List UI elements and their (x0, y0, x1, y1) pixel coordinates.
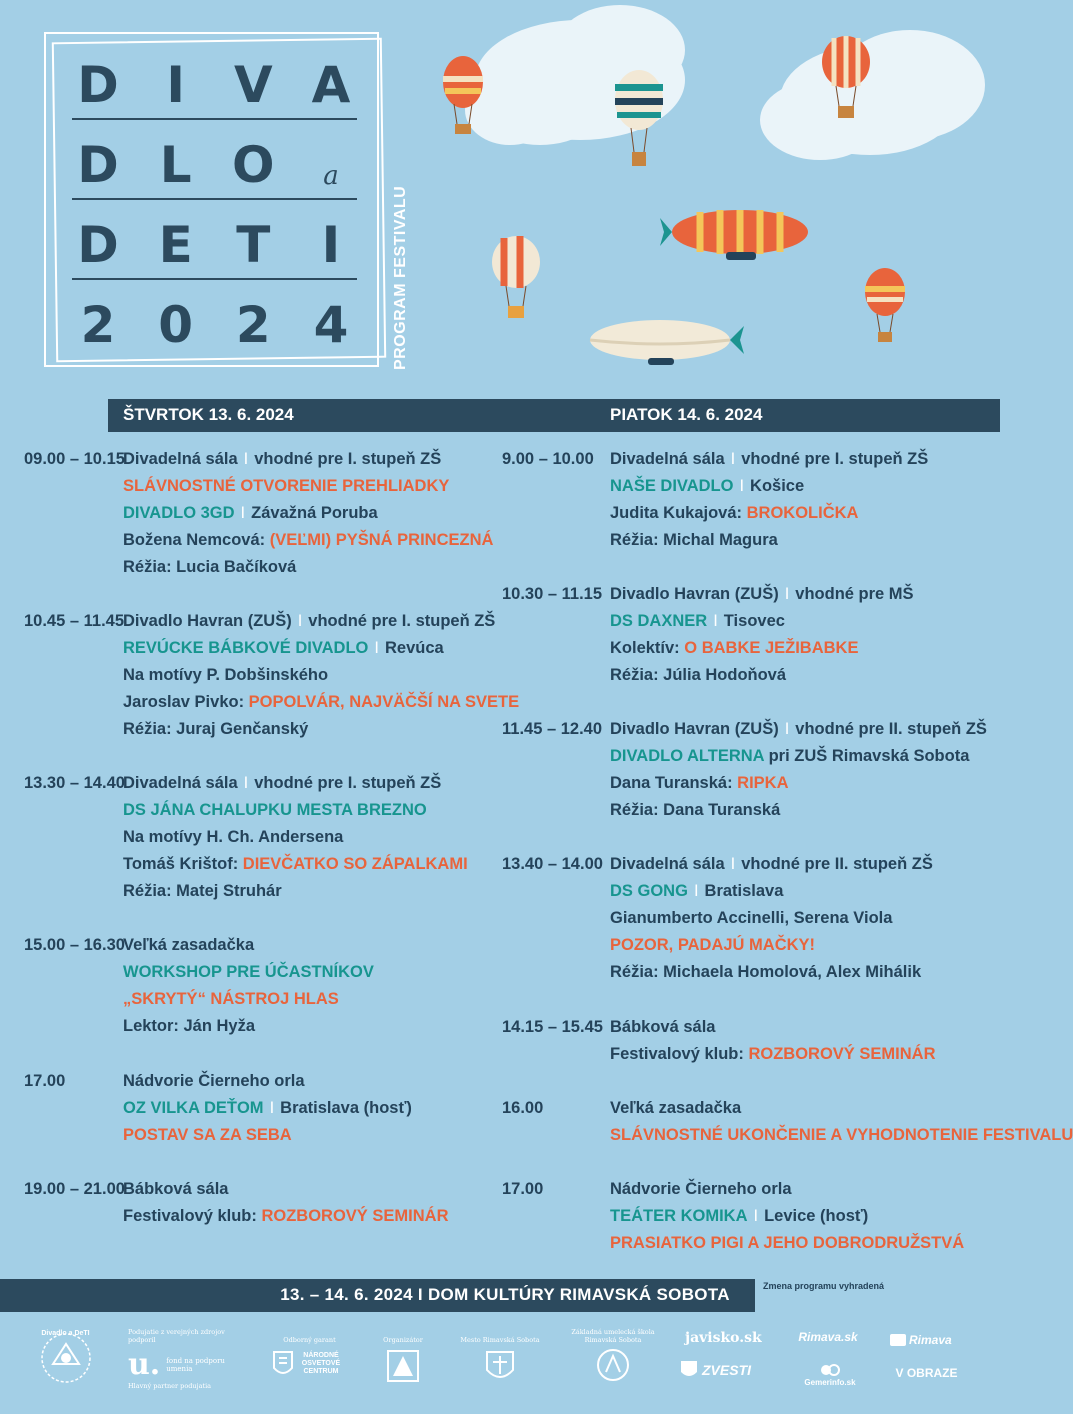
event-time: 17.00 (502, 1180, 544, 1198)
event-detail: Tomáš Krištof: (123, 855, 243, 873)
event-line (610, 797, 987, 824)
event-detail: vhodné pre II. stupeň ZŠ (741, 855, 933, 873)
cloud-right (760, 30, 985, 160)
title-row-4 (72, 296, 357, 354)
gemerinfo-emblem-icon (820, 1362, 840, 1378)
separator-bar: I (243, 774, 249, 792)
program-label: PROGRAM FESTIVALU (392, 185, 409, 370)
ensemble-name: DS DAXNER (610, 612, 708, 630)
zvesti-emblem-icon (680, 1360, 698, 1380)
separator-bar: I (730, 855, 736, 873)
event-line (610, 1230, 964, 1257)
city-logo (456, 1336, 544, 1384)
festival-logo (28, 1328, 103, 1337)
ensemble-name: TEÁTER KOMIKA (610, 1207, 748, 1225)
ensemble-name: DS JÁNA CHALUPKU MESTA BREZNO (123, 801, 427, 819)
event-detail: Závažná Poruba (251, 504, 378, 522)
v-obraze-name: V OBRAZE (895, 1366, 958, 1380)
separator-bar: I (297, 612, 303, 630)
ensemble-name: NAŠE DIVADLO (610, 477, 734, 495)
title-row-3 (72, 216, 357, 274)
event-line (610, 878, 933, 905)
separator-bar: I (730, 450, 736, 468)
event-detail: vhodné pre I. stupeň ZŠ (254, 774, 442, 792)
separator-bar: I (753, 1207, 759, 1225)
separator-bar: I (693, 882, 699, 900)
noc-name: NÁRODNÉ OSVETOVÉ CENTRUM (301, 1352, 341, 1375)
title-letter: D (77, 136, 119, 194)
event-line (123, 446, 493, 473)
event-detail: Nádvorie Čierneho orla (123, 1072, 305, 1090)
event-time: 17.00 (24, 1072, 66, 1090)
event-line (123, 1013, 374, 1040)
noc-logo (272, 1336, 347, 1378)
title-letter: D (77, 56, 119, 114)
sky-illustration (430, 0, 1000, 380)
separator-bar: I (240, 504, 246, 522)
event-line (610, 446, 928, 473)
event-line (610, 581, 914, 608)
event-line (123, 878, 468, 905)
event-line (123, 1176, 448, 1203)
show-title: O BABKE JEŽIBABKE (684, 639, 859, 657)
show-title: ROZBOROVÝ SEMINÁR (748, 1045, 936, 1063)
day2-label: PIATOK 14. 6. 2024 (610, 405, 763, 424)
event-line (123, 1203, 448, 1230)
title-divider (72, 118, 357, 120)
gemerinfo-name: Gemerinfo.sk (804, 1378, 856, 1387)
event-detail: Bratislava (704, 882, 784, 900)
title-letter: 4 (313, 296, 349, 354)
event-time: 15.00 – 16.30 (24, 936, 125, 954)
event-line (123, 689, 519, 716)
event-time: 10.30 – 11.15 (502, 585, 603, 603)
event-detail: Dana Turanská: (610, 774, 738, 792)
ensemble-name: OZ VILKA DEŤOM (123, 1099, 264, 1117)
ensemble-name: WORKSHOP PRE ÚČASTNÍKOV (123, 963, 374, 981)
event-line (610, 1041, 935, 1068)
event-line (610, 1176, 964, 1203)
event-detail: Judita Kukajová: (610, 504, 747, 522)
event-time: 9.00 – 10.00 (502, 450, 594, 468)
organizer-emblem-icon (387, 1350, 419, 1382)
event-detail: Lektor: Ján Hyža (123, 1017, 256, 1035)
city-caption: Mesto Rimavská Sobota (460, 1336, 540, 1344)
title-letter: 0 (158, 296, 194, 354)
event-detail: Na motívy H. Ch. Andersena (123, 828, 344, 846)
event-line (123, 932, 374, 959)
title-letter: L (159, 136, 192, 194)
city-coat-of-arms-icon (485, 1350, 515, 1384)
event-line (123, 824, 468, 851)
javisko-name: javisko.sk (685, 1330, 762, 1346)
event-detail: vhodné pre II. stupeň ZŠ (795, 720, 987, 738)
event-time: 13.40 – 14.00 (502, 855, 603, 873)
event-time: 19.00 – 21.00 (24, 1180, 125, 1198)
event-line (610, 932, 933, 959)
event-detail: Bábková sála (123, 1180, 229, 1198)
program-change-note: Zmena programu vyhradená (763, 1281, 885, 1291)
event-detail: Gianumberto Accinelli, Serena Viola (610, 909, 893, 927)
event-line (123, 500, 493, 527)
event-line (610, 743, 987, 770)
show-title: BROKOLIČKA (746, 504, 859, 522)
event-detail: vhodné pre I. stupeň ZŠ (308, 612, 496, 630)
event-detail: Divadelná sála (123, 774, 238, 792)
event-detail: Veľká zasadačka (610, 1099, 742, 1117)
show-title: (VEĽMI) PYŠNÁ PRINCEZNÁ (269, 531, 494, 549)
zvesti-name: ZVESTI (702, 1362, 752, 1378)
separator-bar: I (713, 612, 718, 630)
rimava-sk-logo (788, 1330, 868, 1344)
event-line (123, 986, 374, 1013)
event-detail: Na motívy P. Dobšinského (123, 666, 329, 684)
event-line (610, 959, 933, 986)
separator-bar: I (374, 639, 379, 657)
event-line (123, 608, 519, 635)
event-detail: Revúca (384, 639, 444, 657)
show-title: POPOLVÁR, NAJVÄČŠÍ NA SVETE (248, 693, 520, 711)
show-title: ROZBOROVÝ SEMINÁR (261, 1207, 449, 1225)
event-detail: Divadelná sála (123, 450, 238, 468)
event-detail: Božena Nemcová: (123, 531, 270, 549)
zus-logo (568, 1328, 658, 1382)
event-line (610, 500, 928, 527)
show-title: SLÁVNOSTNÉ UKONČENIE A VYHODNOTENIE FESTIVALU (610, 1126, 1073, 1144)
ensemble-name: DIVADLO ALTERNA (610, 747, 764, 765)
fpu-logo (128, 1328, 253, 1390)
javisko-logo (685, 1330, 760, 1346)
event-detail: Tisovec (723, 612, 785, 630)
event-line (610, 1122, 1073, 1149)
noc-caption: Odborný garant (283, 1336, 336, 1344)
fpu-u-icon: u. (128, 1347, 161, 1382)
event-detail: Festivalový klub: (610, 1045, 749, 1063)
zvesti-logo (680, 1360, 765, 1380)
day1-label: ŠTVRTOK 13. 6. 2024 (123, 405, 294, 424)
show-title: DIEVČATKO SO ZÁPALKAMI (242, 855, 468, 873)
separator-bar: I (269, 1099, 275, 1117)
show-title: RIPKA (737, 774, 789, 792)
zus-caption: Základná umelecká škola Rimavská Sobota (571, 1328, 655, 1344)
balloon-icon (615, 70, 663, 166)
event-detail: vhodné pre I. stupeň ZŠ (741, 450, 929, 468)
event-time: 09.00 – 10.15 (24, 450, 125, 468)
title-conjunction: a (323, 161, 339, 191)
separator-bar: I (739, 477, 745, 495)
event-detail: Levice (hosť) (764, 1207, 869, 1225)
event-detail: Réžia: Juraj Genčanský (123, 720, 309, 738)
ensemble-name: DIVADLO 3GD (123, 504, 235, 522)
event-time: 14.15 – 15.45 (502, 1018, 603, 1036)
event-line (610, 1203, 964, 1230)
event-line (610, 905, 933, 932)
event-line (610, 635, 914, 662)
event-detail: vhodné pre MŠ (795, 585, 914, 603)
title-letter: I (321, 216, 341, 274)
event-time: 16.00 (502, 1099, 544, 1117)
separator-bar: I (243, 450, 249, 468)
title-row-1 (72, 56, 357, 114)
separator-bar: I (784, 720, 790, 738)
title-letter: V (233, 56, 273, 114)
ensemble-name: REVÚCKE BÁBKOVÉ DIVADLO (123, 639, 369, 657)
event-line (123, 1122, 412, 1149)
event-detail: Réžia: Dana Turanská (610, 801, 781, 819)
tv-rimava-logo (890, 1333, 965, 1347)
event-time: 13.30 – 14.40 (24, 774, 125, 792)
title-letter: A (311, 56, 351, 114)
organizer-caption: Organizátor (383, 1336, 423, 1344)
event-line (610, 662, 914, 689)
event-detail: Réžia: Michal Magura (610, 531, 778, 549)
event-time: 11.45 – 12.40 (502, 720, 603, 738)
show-title: POSTAV SA ZA SEBA (123, 1126, 292, 1144)
event-line (610, 716, 987, 743)
festival-logo-text: Divadlo a DeTI (41, 1330, 90, 1337)
organizer-logo (378, 1336, 428, 1382)
title-divider (72, 278, 357, 280)
show-title: „SKRYTÝ“ NÁSTROJ HLAS (123, 990, 339, 1008)
event-detail: Košice (750, 477, 805, 495)
tv-rimava-name: Rimava (909, 1333, 952, 1347)
show-title: POZOR, PADAJÚ MAČKY! (610, 936, 816, 954)
tv-icon (890, 1334, 906, 1346)
event-detail: Nádvorie Čierneho orla (610, 1180, 792, 1198)
event-detail: Jaroslav Pivko: (123, 693, 249, 711)
event-line (610, 527, 928, 554)
event-detail: Réžia: Matej Struhár (123, 882, 282, 900)
v-obraze-logo (884, 1366, 969, 1380)
rimava-sk-name: Rimava.sk (798, 1330, 858, 1344)
event-line (123, 1095, 412, 1122)
event-time: 10.45 – 11.45 (24, 612, 125, 630)
fpu-caption: Podujatie z verejných zdrojov podporil (128, 1328, 225, 1344)
event-detail: Divadlo Havran (ZUŠ) (610, 585, 779, 603)
fpu-subcaption: Hlavný partner podujatia (128, 1382, 212, 1390)
zus-emblem-icon (596, 1348, 630, 1382)
event-line (610, 473, 928, 500)
event-detail: Divadelná sála (610, 855, 725, 873)
event-line (123, 716, 519, 743)
gemerinfo-logo (795, 1362, 865, 1387)
event-line (123, 554, 493, 581)
event-detail: Divadlo Havran (ZUŠ) (123, 612, 292, 630)
event-detail: Kolektív: (610, 639, 685, 657)
fpu-name: fond na podporu umenia (166, 1357, 225, 1373)
title-divider (72, 198, 357, 200)
event-detail: Divadelná sála (610, 450, 725, 468)
title-letter: 2 (80, 296, 116, 354)
event-line (610, 851, 933, 878)
event-line (610, 608, 914, 635)
title-letter: 2 (235, 296, 271, 354)
event-line (123, 635, 519, 662)
noc-emblem-icon (272, 1350, 294, 1378)
show-title: PRASIATKO PIGI A JEHO DOBRODRUŽSTVÁ (610, 1234, 965, 1252)
title-letter: T (236, 216, 271, 274)
event-line (123, 770, 468, 797)
title-row-2 (72, 136, 357, 194)
event-line (610, 1095, 1073, 1122)
balloon-icon (865, 268, 905, 342)
event-line (123, 797, 468, 824)
event-detail: Divadlo Havran (ZUŠ) (610, 720, 779, 738)
event-detail: Réžia: Júlia Hodoňová (610, 666, 787, 684)
footer-venue: 13. – 14. 6. 2024 I DOM KULTÚRY RIMAVSKÁ SOBOTA (280, 1285, 730, 1304)
airship-icon (590, 320, 744, 365)
event-detail: Réžia: Lucia Bačíková (123, 558, 297, 576)
title-letter: E (158, 216, 193, 274)
event-detail: Bábková sála (610, 1018, 716, 1036)
event-line (123, 1068, 412, 1095)
event-detail: Réžia: Michaela Homolová, Alex Mihálik (610, 963, 922, 981)
event-detail: Festivalový klub: (123, 1207, 262, 1225)
event-detail: pri ZUŠ Rimavská Sobota (764, 747, 970, 765)
event-line (123, 959, 374, 986)
airship-icon (660, 210, 808, 260)
event-line (123, 473, 493, 500)
event-detail: Veľká zasadačka (123, 936, 255, 954)
event-line (123, 851, 468, 878)
show-title: SLÁVNOSTNÉ OTVORENIE PREHLIADKY (123, 477, 450, 495)
title-letter: O (232, 136, 275, 194)
title-letter: D (77, 216, 119, 274)
ensemble-name: DS GONG (610, 882, 688, 900)
event-line (123, 527, 493, 554)
event-line (610, 1014, 935, 1041)
title-letter: I (166, 56, 185, 114)
event-detail: Bratislava (hosť) (280, 1099, 412, 1117)
event-line (610, 770, 987, 797)
event-line (123, 662, 519, 689)
separator-bar: I (784, 585, 790, 603)
event-detail: vhodné pre I. stupeň ZŠ (254, 450, 442, 468)
balloon-icon (492, 236, 540, 318)
